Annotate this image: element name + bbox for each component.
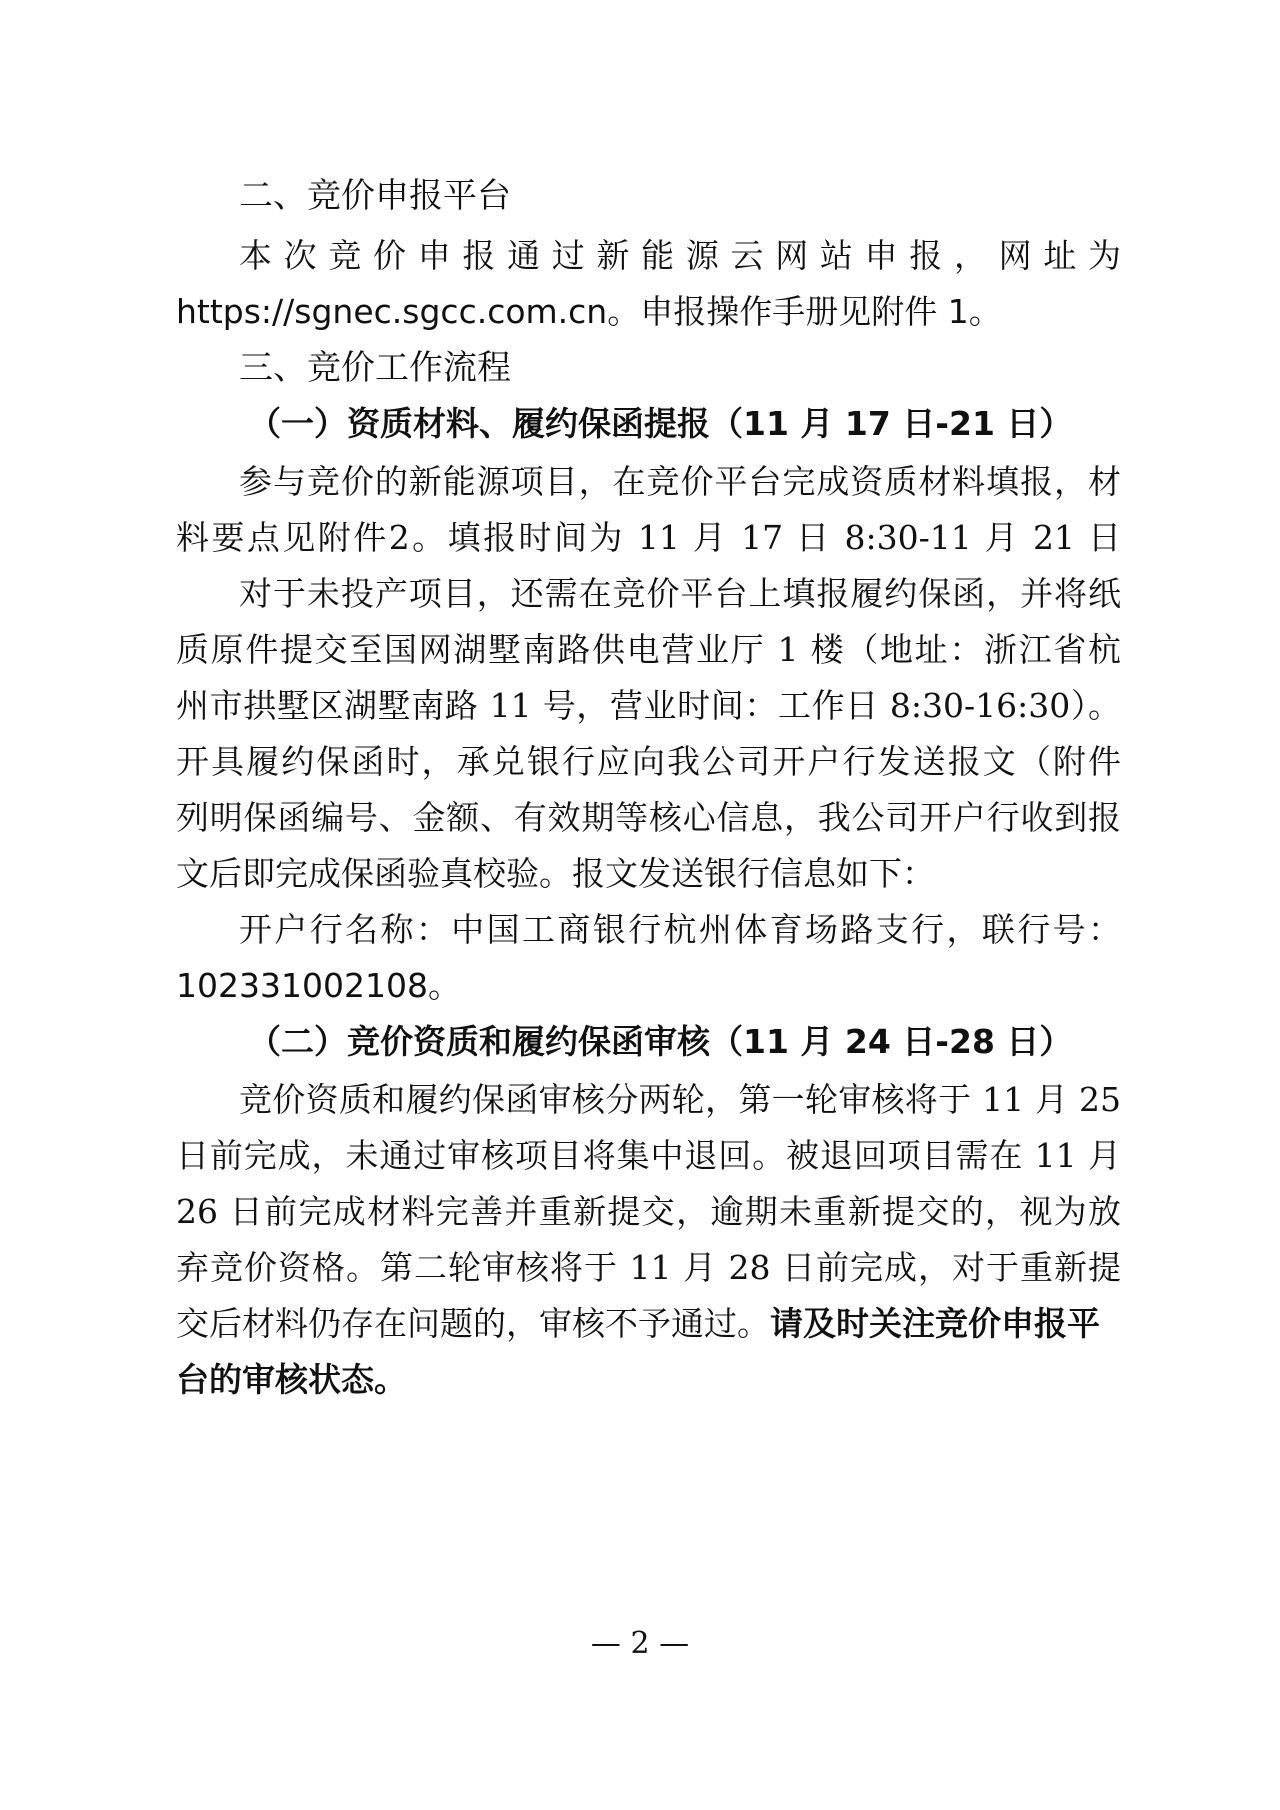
page-number: — 2 — [590,1626,690,1661]
sub1-para2-line-4: 开具履约保函时，承兑银行应向我公司开户行发送报文（附件 [176,742,1121,781]
sub2-line-5-normal-text: 交后材料仍存在问题的，审核不予通过。 [176,1304,770,1343]
sub2-line-1: 竞价资质和履约保函审核分两轮，第一轮审核将于 11 月 25 [239,1080,1121,1119]
subsection-1-heading: （一）资质材料、履约保函提报（11 月 17 日-21 日） [248,404,1073,443]
sub2-line-4: 弃竞价资格。第二轮审核将于 11 月 28 日前完成，对于重新提 [176,1248,1121,1287]
sub2-line-5 [176,1304,1121,1344]
sub1-para2-line-5: 列明保函编号、金额、有效期等核心信息，我公司开户行收到报 [176,798,1121,837]
section-3-heading: 三、竞价工作流程 [239,348,511,388]
sub1-para1-line-2: 料要点见附件2。填报时间为 11 月 17 日 8:30-11 月 21 日 [176,518,1121,557]
sub2-line-2: 日前完成，未通过审核项目将集中退回。被退回项目需在 11 月 [176,1136,1121,1175]
section-2-heading: 二、竞价申报平台 [239,176,511,216]
section-2-line-2: https://sgnec.sgcc.com.cn。申报操作手册见附件 1。 [176,292,1002,331]
sub1-para2-line-2: 质原件提交至国网湖墅南路供电营业厅 1 楼（地址：浙江省杭 [176,630,1121,669]
sub2-line-6-bold-text: 台的审核状态。 [176,1360,407,1399]
sub1-para3-line-1: 开户行名称：中国工商银行杭州体育场路支行，联行号： [239,910,1121,949]
bank-routing-number: 102331002108。 [176,966,461,1005]
sub1-para2-line-1: 对于未投产项目，还需在竞价平台上填报履约保函，并将纸 [239,574,1121,613]
sub1-para2-line-3: 州市拱墅区湖墅南路 11 号，营业时间：工作日 8:30-16:30）。 [176,686,1121,725]
sub1-para1-line-1: 参与竞价的新能源项目，在竞价平台完成资质材料填报，材 [239,462,1121,501]
sub2-line-5-bold-text: 请及时关注竞价申报平 [770,1304,1100,1343]
subsection-2-heading: （二）竞价资质和履约保函审核（11 月 24 日-28 日） [248,1022,1073,1061]
sub2-line-3: 26 日前完成材料完善并重新提交，逾期未重新提交的，视为放 [176,1192,1121,1231]
sub1-para2-line-6: 文后即完成保函验真校验。报文发送银行信息如下： [176,854,935,893]
section-2-line-1: 本次竞价申报通过新能源云网站申报，网址为 [239,236,1121,275]
